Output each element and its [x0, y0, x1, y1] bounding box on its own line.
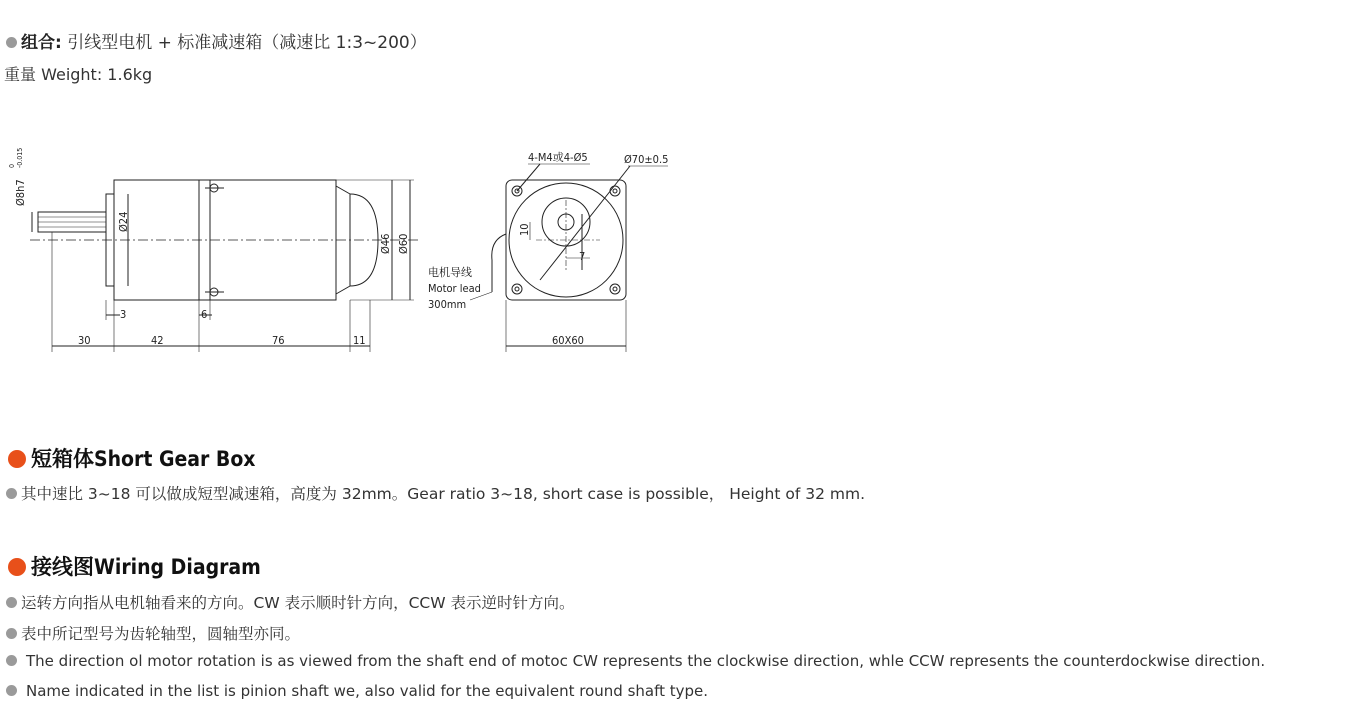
- heading-en: Short Gear Box: [94, 447, 256, 471]
- wiring-line: [6, 682, 708, 700]
- outer-dia-label: Ø60: [397, 233, 410, 254]
- shaft-tol-lower: -0.015: [16, 147, 24, 168]
- wiring-line-text: Name indicated in the list is pinion shaft we, also valid for the equivalent round shaft type.: [26, 682, 709, 700]
- wiring-line-text: 运转方向指从电机轴看来的方向。CW 表示顺时针方向，CCW 表示逆时针方向。: [21, 594, 575, 612]
- combination-label: 组合:: [21, 33, 62, 53]
- wiring-line-text: The direction ol motor rotation is as viewed from the shaft end of motoc CW represents the clockwise direction, whle CCW represents the counterdockwise direction.: [26, 652, 1266, 670]
- lead-len-label: 300mm: [428, 298, 467, 311]
- short-gear-box-text: [6, 482, 865, 504]
- wiring-line: [6, 591, 574, 613]
- holes-label: 4-M4或4-Ø5: [528, 151, 588, 164]
- dim-3-label: 3: [120, 308, 127, 321]
- dim-6-label: 6: [201, 308, 208, 321]
- wiring-diagram-heading: [8, 551, 261, 581]
- bullet-icon: [6, 597, 17, 608]
- dim-76-label: 76: [272, 334, 285, 347]
- bullet-icon: [6, 488, 17, 499]
- dim-30-label: 30: [78, 334, 91, 347]
- pcd-label: Ø70±0.5: [624, 153, 669, 166]
- bullet-icon: [6, 685, 17, 696]
- shaft-dia-label: Ø8h7: [14, 179, 27, 206]
- bullet-icon: [6, 655, 17, 666]
- key-10-label: 10: [518, 223, 531, 236]
- short-gear-box-heading: [8, 443, 256, 473]
- inner-dia-label: Ø46: [379, 233, 392, 254]
- wiring-line: [6, 652, 1265, 670]
- shaft-tol-upper: 0: [8, 163, 16, 168]
- boss-dia-label: Ø24: [117, 211, 130, 232]
- combination-line: [6, 28, 427, 53]
- key-7-label: 7: [579, 250, 586, 263]
- section-bullet-icon: [8, 558, 26, 576]
- dim-11-label: 11: [353, 334, 366, 347]
- bullet-icon: [6, 37, 17, 48]
- section-bullet-icon: [8, 450, 26, 468]
- bullet-icon: [6, 628, 17, 639]
- combination-text: 引线型电机 + 标准减速箱（减速比 1:3~200）: [67, 33, 427, 53]
- weight-line: 重量 Weight: 1.6kg: [4, 65, 153, 84]
- lead-en-label: Motor lead: [428, 282, 481, 295]
- square-label: 60X60: [552, 334, 584, 347]
- wiring-line: [6, 622, 300, 644]
- wiring-line-text: 表中所记型号为齿轮轴型，圆轴型亦同。: [21, 625, 301, 643]
- dim-42-label: 42: [151, 334, 164, 347]
- lead-cn-label: 电机导线: [428, 266, 472, 279]
- heading-cn: 短箱体: [31, 447, 94, 471]
- heading-cn: 接线图: [31, 555, 94, 579]
- heading-en: Wiring Diagram: [94, 555, 261, 579]
- short-gear-line: 其中速比 3~18 可以做成短型减速箱，高度为 32mm。Gear ratio 3~18, short case is possible， Height of 32 mm.: [21, 485, 866, 503]
- dimension-drawing: [0, 130, 700, 360]
